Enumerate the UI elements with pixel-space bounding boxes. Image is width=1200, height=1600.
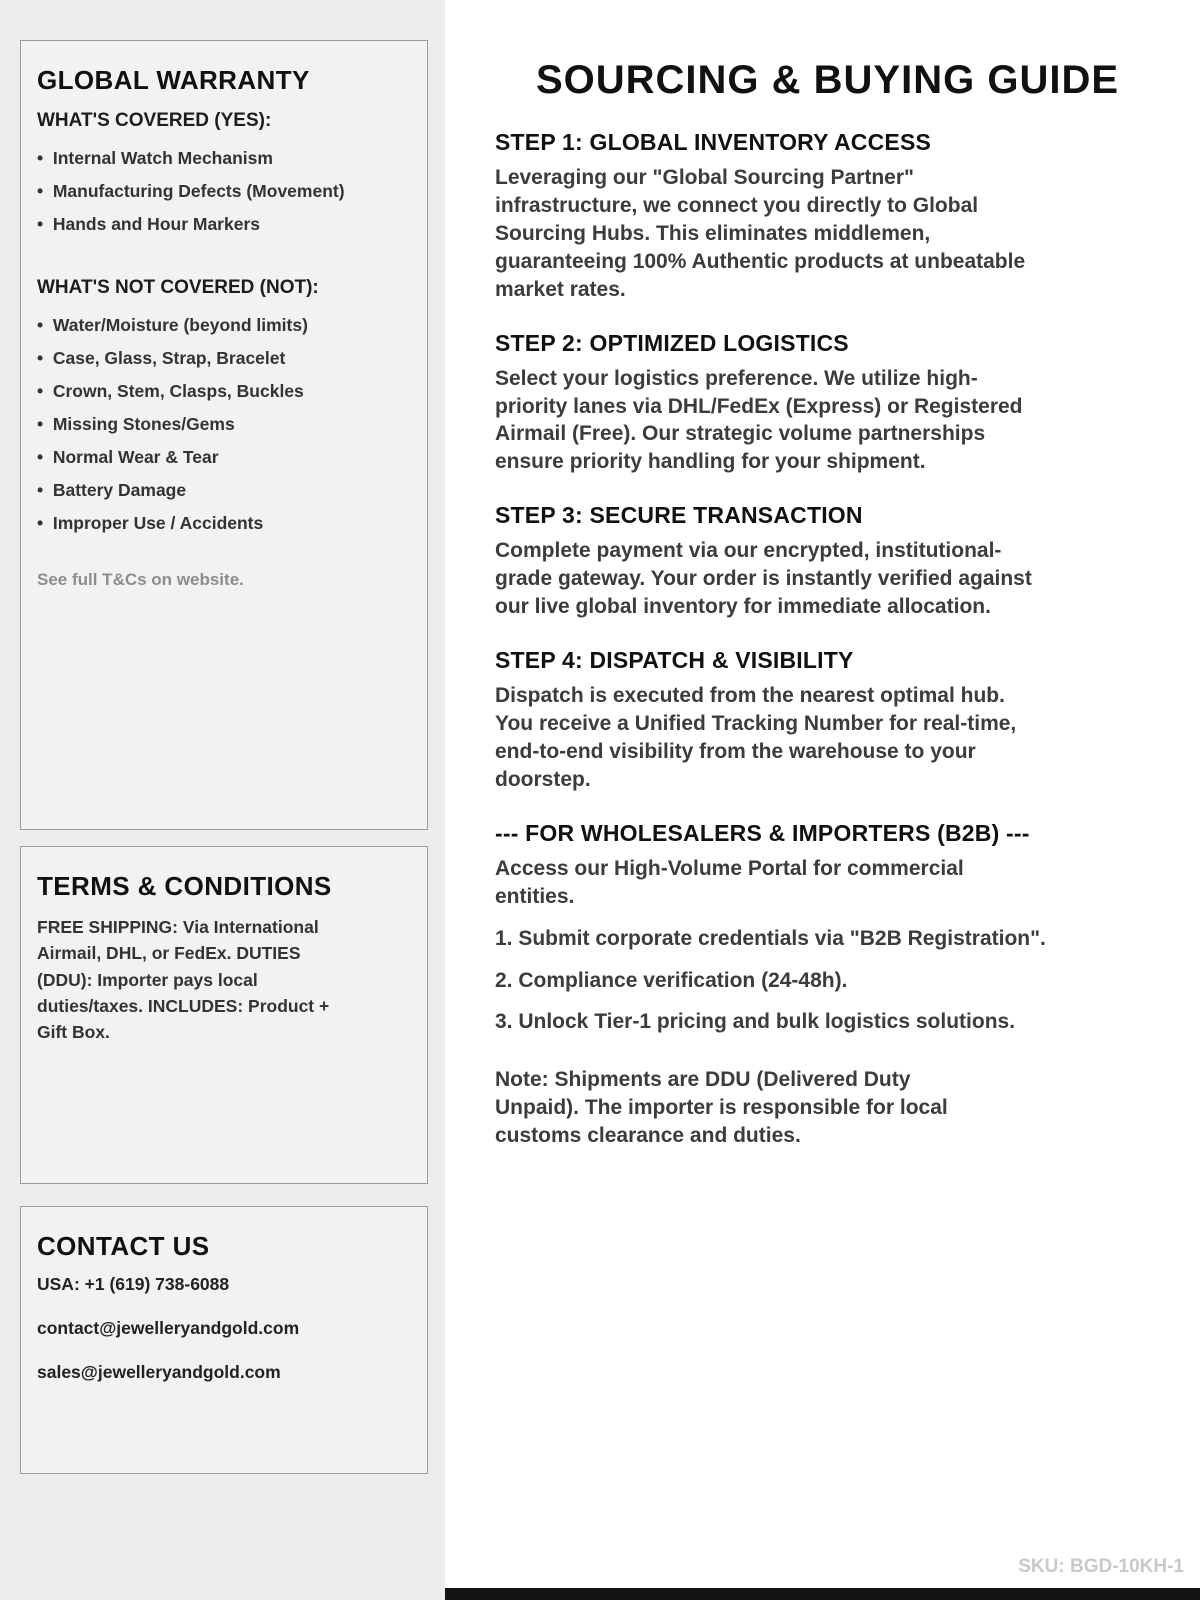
section-step-4 (495, 647, 1160, 794)
section-step-2 (495, 330, 1160, 477)
section-paragraph: Leveraging our "Global Sourcing Partner" infrastructure, we connect you directly to Global Sourcing Hubs. This eliminates middlemen, guaranteeing 100% Authentic products at unbeatable market rates. (495, 166, 1026, 301)
warranty-not-covered-title: WHAT'S NOT COVERED (NOT): (37, 277, 319, 298)
section-paragraph: 1. Submit corporate credentials via "B2B Registration". (495, 926, 1046, 950)
page-title: SOURCING & BUYING GUIDE (535, 58, 1120, 102)
warranty-not-covered-item: • Case, Glass, Strap, Bracelet (37, 342, 411, 375)
warranty-footnote: See full T&Cs on website. (37, 570, 244, 589)
section-paragraph: Complete payment via our encrypted, institutional-grade gateway. Your order is instantly verified against our live global inventory for immediate allocation. (495, 539, 1032, 619)
contact-email-primary: contact@jewelleryandgold.com (37, 1318, 300, 1338)
section-heading: STEP 1: GLOBAL INVENTORY ACCESS (495, 129, 932, 155)
sidebar (0, 0, 445, 1600)
ddu-note: Note: Shipments are DDU (Delivered Duty Unpaid). The importer is responsible for local customs clearance and duties. (495, 1068, 948, 1148)
warranty-covered-item: • Internal Watch Mechanism (37, 142, 411, 175)
main-content (445, 0, 1200, 1600)
bottom-bar (445, 1588, 1200, 1600)
warranty-not-covered-item: • Missing Stones/Gems (37, 408, 411, 441)
warranty-not-covered-item: • Crown, Stem, Clasps, Buckles (37, 375, 411, 408)
section-heading: STEP 2: OPTIMIZED LOGISTICS (495, 329, 849, 356)
contact-panel (20, 1206, 428, 1474)
section-paragraph: Access our High-Volume Portal for commercial entities. (495, 856, 964, 908)
section-paragraph: 2. Compliance verification (24-48h). (495, 968, 848, 992)
warranty-title: GLOBAL WARRANTY (37, 65, 310, 95)
section-step-3 (495, 502, 1160, 621)
section-heading: --- FOR WHOLESALERS & IMPORTERS (B2B) --- (495, 819, 1030, 846)
section-paragraph: Select your logistics preference. We utilize high-priority lanes via DHL/FedEx (Express) or Registered Airmail (Free). Our strategic volume partnerships ensure priority handling for your shipment. (495, 366, 1023, 474)
section-step-1 (495, 129, 1160, 304)
warranty-panel (20, 40, 428, 830)
sku-label: SKU: BGD-10KH-1 (1018, 1556, 1184, 1577)
section-paragraph: Dispatch is executed from the nearest optimal hub. You receive a Unified Tracking Number for real-time, end-to-end visibility from the warehouse to your doorstep. (495, 684, 1017, 791)
warranty-not-covered-item: • Battery Damage (37, 474, 411, 507)
terms-body: FREE SHIPPING: Via International Airmail, DHL, or FedEx. DUTIES (DDU): Importer pays local duties/taxes. INCLUDES: Product + Gift Box. (37, 917, 330, 1042)
warranty-covered-item: • Manufacturing Defects (Movement) (37, 175, 411, 208)
contact-email-sales: sales@jewelleryandgold.com (37, 1362, 281, 1382)
terms-title: TERMS & CONDITIONS (37, 871, 332, 901)
contact-phone: USA: +1 (619) 738-6088 (37, 1274, 230, 1294)
section-b2b (495, 820, 1160, 1037)
warranty-covered-item: • Hands and Hour Markers (37, 208, 411, 241)
warranty-not-covered-item: • Water/Moisture (beyond limits) (37, 309, 411, 342)
contact-title: CONTACT US (37, 1231, 210, 1261)
warranty-not-covered-item: • Improper Use / Accidents (37, 507, 411, 540)
warranty-covered-title: WHAT'S COVERED (YES): (37, 110, 272, 131)
section-heading: STEP 4: DISPATCH & VISIBILITY (495, 647, 854, 674)
section-paragraph: 3. Unlock Tier-1 pricing and bulk logistics solutions. (495, 1010, 1016, 1034)
warranty-not-covered-item: • Normal Wear & Tear (37, 441, 411, 474)
section-heading: STEP 3: SECURE TRANSACTION (495, 502, 863, 529)
terms-panel (20, 846, 428, 1184)
